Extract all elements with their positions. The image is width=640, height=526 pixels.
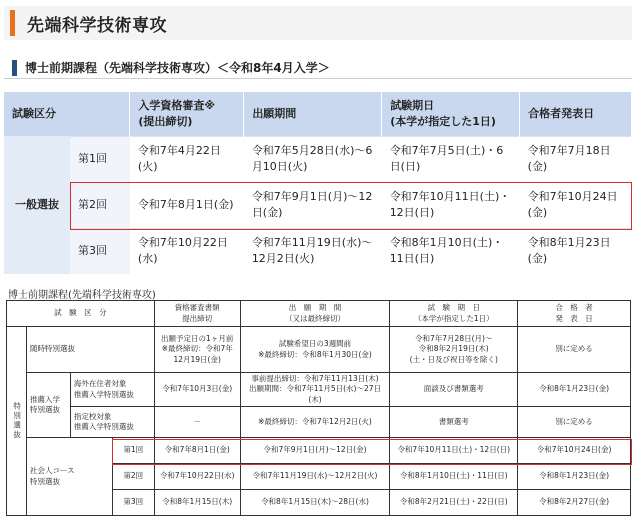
special-selection-label [7,327,27,516]
result-cell: 令和8年1月23日(金) [518,464,631,490]
header-result-date: 合格者発表日 [520,92,632,136]
partner-exam: 書類選考 [390,407,518,438]
deadline-cell: 令和7年10月22日(水) [130,228,244,274]
deadline-cell: 令和7年8月1日(金) [154,438,240,464]
overseas-period: 事前提出締切：令和7年11月13日(木) 出願期間：令和7年11月5日(水)～27日(木) [240,373,390,407]
rolling-result: 別に定める [518,327,631,373]
partner-result: 別に定める [518,407,631,438]
partner-label: 指定校対象 推薦入学特別選抜 [70,407,154,438]
period-cell: 令和7年9月1日(月)～12日(金) [240,438,390,464]
round-label: 第1回 [112,438,154,464]
rolling-exam: 令和7年7月28日(月)～ 令和8年2月19日(木) (土・日及び祝日等を除く) [390,327,518,373]
partner-period: ※最終締切：令和7年12月2日(火) [240,407,390,438]
period-cell: 令和7年11月19日(水)～12月2日(火) [240,464,390,490]
rolling-label: 随時特別選抜 [26,327,154,373]
recommendation-label: 推薦入学 特別選抜 [26,373,70,438]
exam-cell: 令和7年10月11日(土)・12日(日) [382,182,520,228]
exam-cell: 令和8年2月21日(土)・22日(日) [390,490,518,516]
round-label: 第3回 [112,490,154,516]
section-title-bar [4,57,632,79]
round-label: 第2回 [112,464,154,490]
overseas-result: 令和8年1月23日(金) [518,373,631,407]
overseas-exam: 面談及び書類選考 [390,373,518,407]
schedule-table [4,92,632,274]
rolling-period: 試験希望日の3週間前 ※最終締切：令和8年1月30日(金) [240,327,390,373]
exam-cell: 令和7年10月11日(土)・12日(日) [390,438,518,464]
deadline-cell: 令和7年8月1日(金) [130,182,244,228]
result-cell: 令和8年2月27日(金) [518,490,631,516]
deadline-cell: 令和7年10月22日(水) [154,464,240,490]
exam-cell: 令和8年1月10日(土)・11日(日) [382,228,520,274]
title-accent-bar [10,10,15,36]
deadline-cell: 令和7年4月22日(火) [130,136,244,182]
round-label: 第2回 [70,182,130,228]
round-label: 第1回 [70,136,130,182]
overseas-label: 海外在住者対象 推薦入学特別選抜 [70,373,154,407]
partner-deadline: － [154,407,240,438]
result-cell: 令和7年10月24日(金) [520,182,632,228]
special-label-text: 特別選抜 [12,402,22,440]
exam-cell: 令和7年7月5日(土)・6日(日) [382,136,520,182]
header-application-period: 出願期間 [244,92,382,136]
header-exam-type: 試験区分 [4,92,130,136]
schedule-header-row [4,92,632,136]
page-title: 先端科学技術専攻 [27,15,167,36]
rolling-deadline: 出願予定日の1ヶ月前 ※最終締切：令和7年12月19日(金) [154,327,240,373]
section-title: 博士前期課程（先端科学技術専攻）＜令和8年4月入学＞ [25,61,330,75]
deadline-cell: 令和8年1月15日(木) [154,490,240,516]
period-cell: 令和7年11月19日(水)～12月2日(火) [244,228,382,274]
course-label: 社会人コース 特別選抜 [26,438,112,516]
page-title-bar [4,6,632,40]
result-cell: 令和7年7月18日(金) [520,136,632,182]
table-row [4,182,632,228]
t2-header-exam-type: 試 験 区 分 [7,301,155,327]
header-exam-date: 試験期日 (本学が指定した1日) [382,92,520,136]
table-row [4,228,632,274]
result-cell: 令和7年10月24日(金) [518,438,631,464]
exam-cell: 令和8年1月10日(土)・11日(日) [390,464,518,490]
result-cell: 令和8年1月23日(金) [520,228,632,274]
t2-header-period: 出 願 期 間 （又は最終締切） [240,301,390,327]
t2-header-result: 合 格 者 発 表 日 [518,301,631,327]
round-label: 第3回 [70,228,130,274]
section-accent-bar [12,60,17,76]
overseas-deadline: 令和7年10月3日(金) [154,373,240,407]
t2-header-exam: 試 験 期 日 （本学が指定した1日） [390,301,518,327]
period-cell: 令和7年9月1日(月)～12日(金) [244,182,382,228]
period-cell: 令和8年1月15日(木)～28日(水) [240,490,390,516]
t2-header-deadline: 資格審査書類 提出締切 [154,301,240,327]
header-eligibility: 入学資格審査※ (提出締切) [130,92,244,136]
table2-caption: 博士前期課程(先端科学技術専攻) [8,290,156,301]
scanned-schedule-table [6,300,631,516]
period-cell: 令和7年5月28日(水)～6月10日(火) [244,136,382,182]
category-general: 一般選抜 [4,136,70,274]
table-row [4,136,632,182]
